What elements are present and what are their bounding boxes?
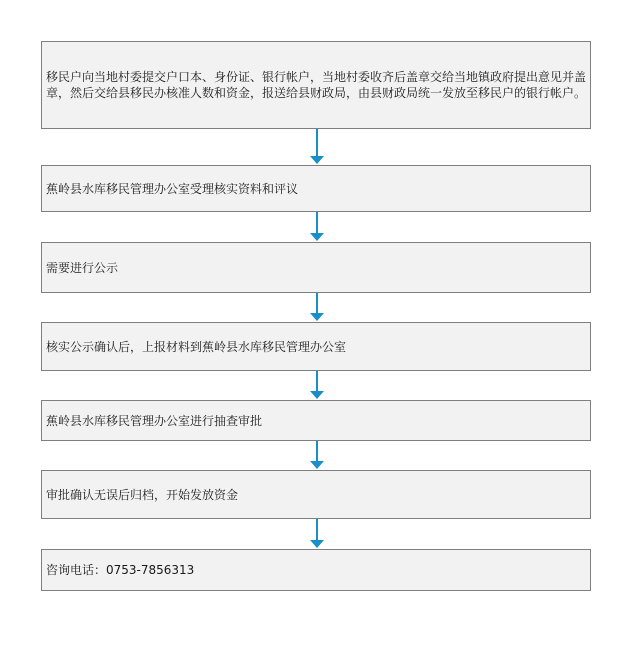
down-arrow-icon	[308, 129, 326, 165]
flow-step-text: 核实公示确认后，上报材料到蕉岭县水库移民管理办公室	[46, 339, 347, 354]
flow-step-report-materials	[41, 322, 591, 371]
flow-step-public-notice	[41, 242, 591, 293]
down-arrow-icon	[308, 371, 326, 400]
flow-step-text: 审批确认无误后归档，开始发放资金	[46, 487, 239, 502]
down-arrow-icon	[308, 212, 326, 242]
flow-step-text: 蕉岭县水库移民管理办公室受理核实资料和评议	[46, 181, 299, 196]
flow-step-contact-phone	[41, 549, 591, 591]
flow-step-review-materials	[41, 165, 591, 212]
flow-step-text: 移民户向当地村委提交户口本、身份证、银行帐户，当地村委收齐后盖章交给当地镇政府提出意见并盖章，然后交给县移民办核准人数和资金，报送给县财政局，由县财政局统一发放至移民户的银行帐户。	[46, 70, 587, 100]
down-arrow-icon	[308, 293, 326, 322]
flow-step-text: 咨询电话：0753-7856313	[46, 563, 195, 577]
flow-step-text: 需要进行公示	[46, 260, 119, 275]
down-arrow-icon	[308, 441, 326, 470]
flow-step-submit-documents	[41, 41, 591, 129]
flow-step-spot-check-approval	[41, 400, 591, 441]
flow-step-archive-and-disburse	[41, 470, 591, 519]
flow-step-text: 蕉岭县水库移民管理办公室进行抽查审批	[46, 413, 263, 428]
down-arrow-icon	[308, 519, 326, 549]
